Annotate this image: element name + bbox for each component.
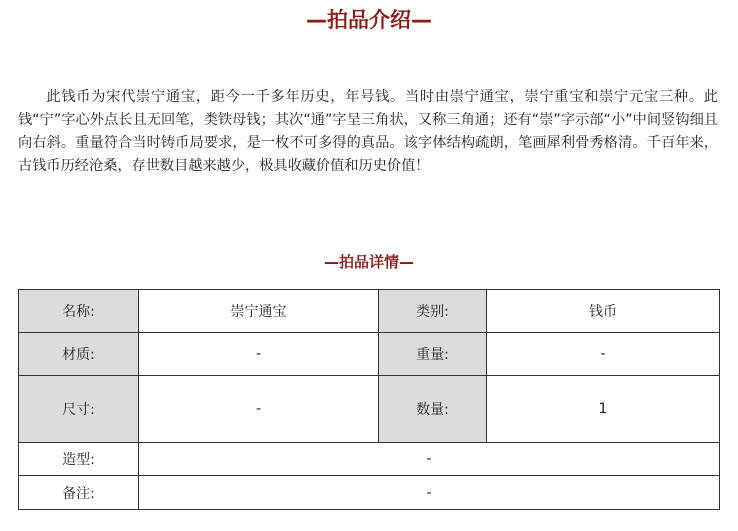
size-label: 尺寸: [19,376,139,443]
details-section-title: —拍品详情— [323,253,414,271]
table-row-size [19,376,720,443]
category-value: 钱币 [487,290,720,333]
name-value: 崇宁通宝 [139,290,379,333]
intro-paragraph: 此钱币为宋代崇宁通宝，距今一千多年历史，年号钱。当时由崇宁通宝，崇宁重宝和崇宁元宝三种。此钱“宁”字心外点长且无回笔，类铁母钱；其次“通”字呈三角状，又称三角通；还有“崇”字示部“小”中间竖钩细且向右斜。重量符合当时铸币局要求，是一枚不可多得的真品。该字体结构疏朗，笔画犀利骨秀格清。千百年来，古钱币历经沧桑，存世数目越来越少，极具收藏价值和历史价值！ [18,89,718,174]
material-label: 材质: [19,333,139,376]
table-row-remark [19,476,720,510]
table-row-shape [19,443,720,476]
table-row-name [19,290,720,333]
quantity-label: 数量: [379,376,487,443]
details-table [18,289,720,510]
remark-value: - [139,476,720,510]
weight-value: - [487,333,720,376]
table-row-material [19,333,720,376]
remark-label: 备注: [19,476,139,510]
category-label: 类别: [379,290,487,333]
intro-section-title: —拍品介绍— [306,8,432,32]
name-label: 名称: [19,290,139,333]
shape-label: 造型: [19,443,139,476]
material-value: - [139,333,379,376]
shape-value: - [139,443,720,476]
quantity-value: 1 [487,376,720,443]
size-value: - [139,376,379,443]
weight-label: 重量: [379,333,487,376]
